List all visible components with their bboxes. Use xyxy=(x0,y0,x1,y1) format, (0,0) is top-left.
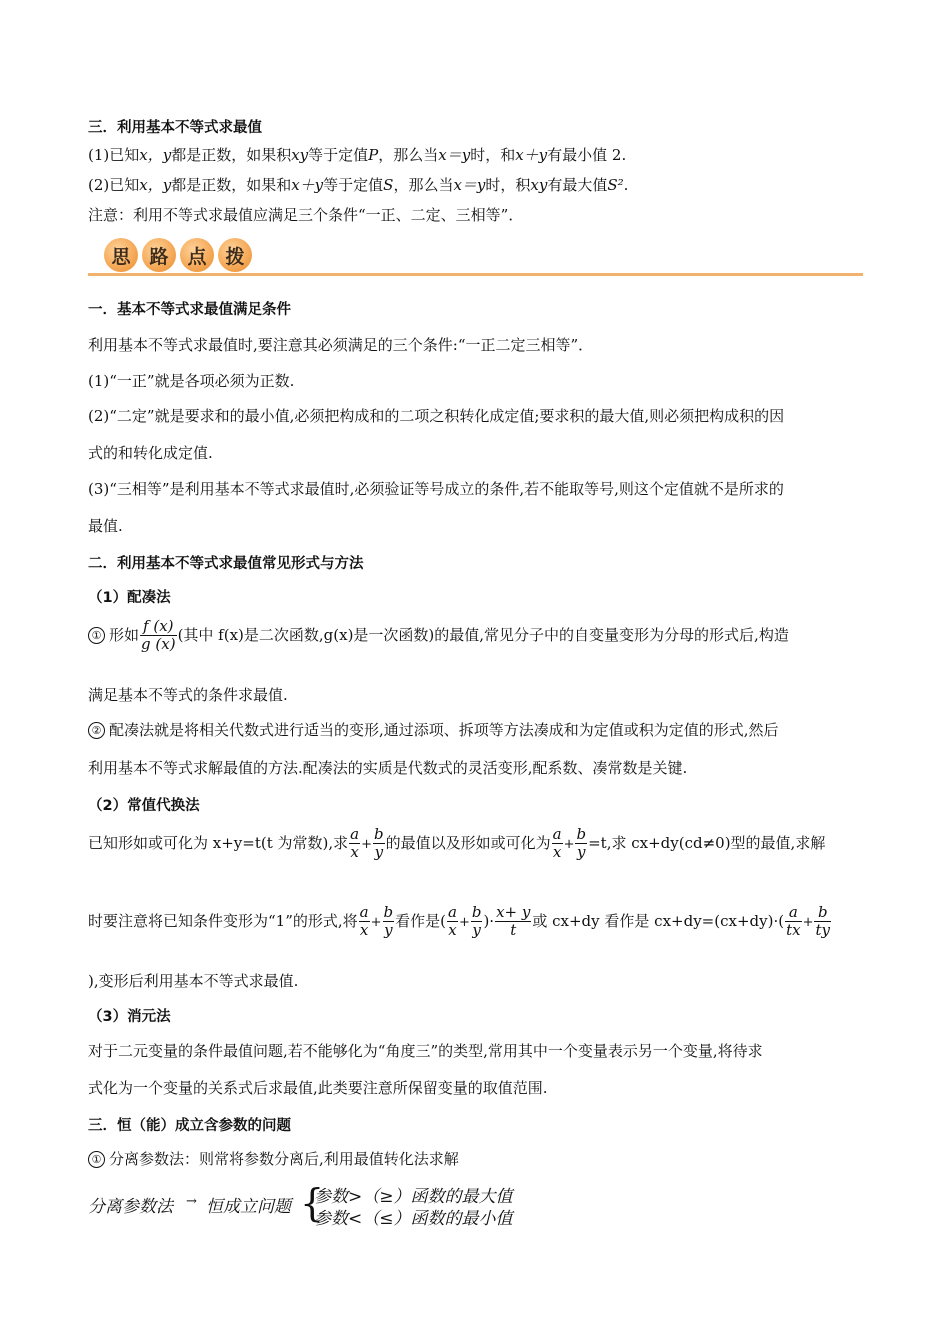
section-1-para: 式的和转化成定值. xyxy=(88,444,213,462)
section-title-top: 三．利用基本不等式求最值 xyxy=(88,120,262,136)
arrow-icon: → xyxy=(186,1194,197,1209)
method-2-line: 已知形如或可化为 x+y=t(t 为常数),求 $\frac{a}{x}$ + $\frac{b}{y}$ 的最值以及形如或可化为 $\frac{a}{x}$ + $\frac{b}{y}$ =t,求 cx+dy(cd≠0)型的最值,求解 xyxy=(88,825,826,862)
method-1-line: 满足基本不等式的条件求最值. xyxy=(88,686,288,704)
section-3-title: 三．恒（能）成立含参数的问题 xyxy=(88,1118,291,1134)
banner-char: 拨 xyxy=(218,238,252,272)
method-1-line: ② 配凑法就是将相关代数式进行适当的变形,通过添项、拆项等方法凑成和为定值或积为定值的形式,然后 xyxy=(88,719,779,740)
section-1-para: 利用基本不等式求最值时,要注意其必须满足的三个条件:“一正二定三相等”． xyxy=(88,336,594,354)
method-2-line: 时要注意将已知条件变形为“1”的形式,将 $\frac{a}{x}$ + $\frac{b}{y}$ 看作是( $\frac{a}{x}$ + $\frac{b}{y}$ )· $\frac{x+ y}{t}$ 或 cx+dy 看作是 cx+dy=(cx+dy)·( $\frac{a}{tx}$ + $\frac{b}{ty}$ xyxy=(88,903,830,940)
section-2-title: 二．利用基本不等式求最值常见形式与方法 xyxy=(88,556,364,572)
method-1-line: 利用基本不等式求解最值的方法.配凑法的实质是代数式的灵活变形,配系数、凑常数是关键. xyxy=(88,759,688,777)
method-3-title: （3）消元法 xyxy=(88,1009,171,1025)
section-1-para: (1)“一正”就是各项必须为正数. xyxy=(88,372,295,390)
method-1-title: （1）配凑法 xyxy=(88,590,171,606)
diagram-left-label: 分离参数法 xyxy=(88,1197,173,1217)
method-2-title: （2）常值代换法 xyxy=(88,798,200,814)
banner-char: 路 xyxy=(142,238,176,272)
banner-char: 点 xyxy=(180,238,214,272)
banner-char: 思 xyxy=(104,238,138,272)
paragraph-top-2: (2)已知x，y都是正数，如果和x＋y等于定值S，那么当x＝y时，积xy有最大值S². xyxy=(88,176,629,194)
method-3-line: 对于二元变量的条件最值问题,若不能够化为“角度三”的类型,常用其中一个变量表示另一个变量,将待求 xyxy=(88,1042,763,1060)
diagram-row: 参数>（≥）函数的最大值 xyxy=(314,1187,513,1207)
method-3-line: 式化为一个变量的关系式后求最值,此类要注意所保留变量的取值范围. xyxy=(88,1079,548,1097)
section-3-line: ① 分离参数法：则常将参数分离后,利用最值转化法求解 xyxy=(88,1148,459,1169)
circled-number: ② xyxy=(88,722,105,739)
diagram-mid-label: 恒成立问题 xyxy=(206,1197,291,1217)
diagram-row: 参数<（≤）函数的最小值 xyxy=(314,1209,513,1229)
paragraph-top-1: (1)已知x，y都是正数，如果积xy等于定值P，那么当x＝y时，和x＋y有最小值 2. xyxy=(88,146,627,164)
section-banner xyxy=(88,236,863,276)
circled-number: ① xyxy=(88,627,105,644)
banner-divider xyxy=(88,273,863,276)
section-1-para: 最值. xyxy=(88,517,123,535)
paragraph-note: 注意：利用不等式求最值应满足三个条件“一正、二定、三相等”． xyxy=(88,206,524,224)
section-1-para: (3)“三相等”是利用基本不等式求最值时,必须验证等号成立的条件,若不能取等号,则这个定值就不是所求的 xyxy=(88,480,784,498)
method-1-line: ① 形如 $\frac{f (x)}{g (x)}$ (其中 f(x)是二次函数,g(x)是一次函数)的最值,常见分子中的自变量变形为分母的形式后,构造 xyxy=(88,618,789,654)
circled-number: ① xyxy=(88,1151,105,1168)
brace-icon: { xyxy=(300,1181,325,1225)
section-1-title: 一．基本不等式求最值满足条件 xyxy=(88,302,291,318)
method-2-line: ),变形后利用基本不等式求最值. xyxy=(88,972,299,990)
section-1-para: (2)“二定”就是要求和的最小值,必须把构成和的二项之积转化成定值;要求积的最大值,则必须把构成积的因 xyxy=(88,407,785,425)
